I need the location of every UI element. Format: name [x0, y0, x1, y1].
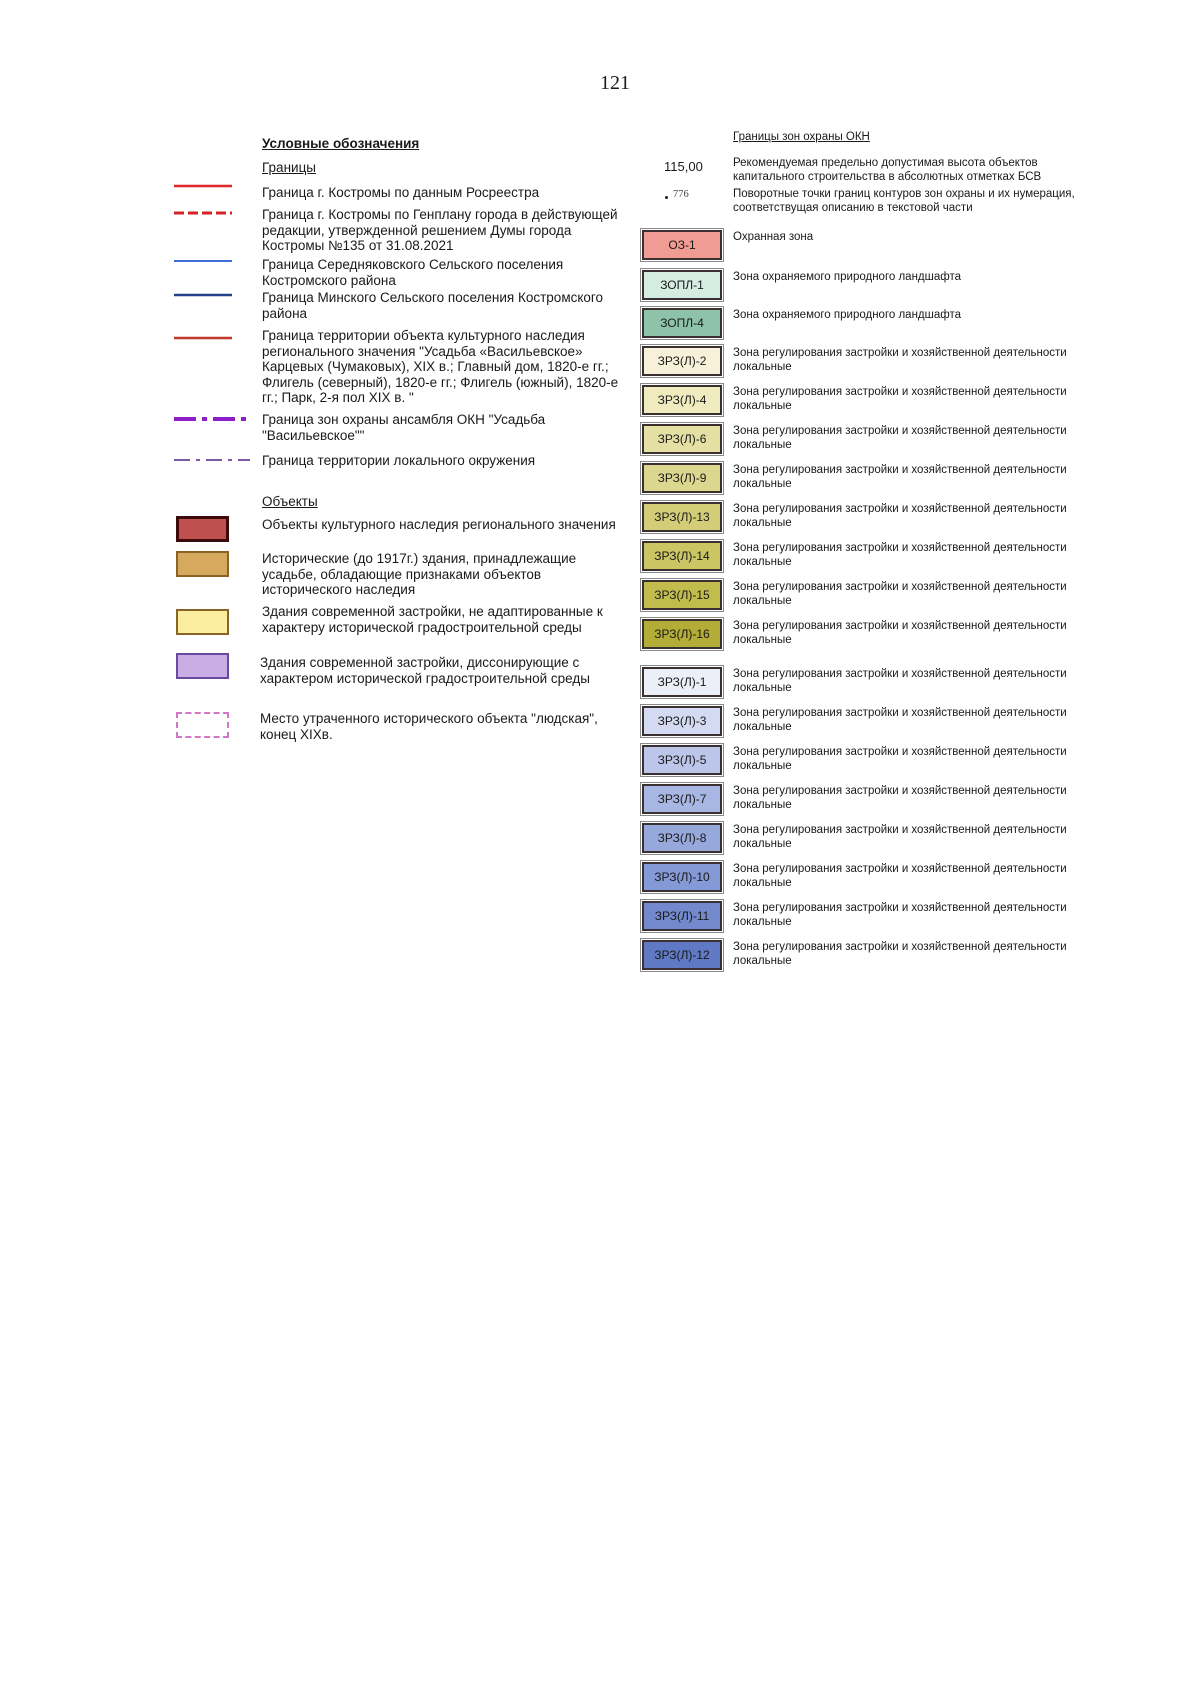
point-description: Поворотные точки границ контуров зон охраны и их нумерация, соответствущая описанию в текстовой части: [733, 188, 1075, 214]
zone-swatch: ЗРЗ(Л)-11: [642, 901, 722, 931]
border-line-sample-minskoe: [172, 292, 234, 298]
object-swatch-lost-object: [176, 712, 229, 738]
border-item-label: Граница г. Костромы по Генплану города в действующей редакции, утвержденной решением Думы города Костромы №135 от 31.08.2021: [262, 207, 618, 253]
point-label: 776: [673, 189, 689, 200]
borders-heading: Границы: [262, 160, 316, 175]
zone-swatch: ЗРЗ(Л)-16: [642, 619, 722, 649]
zone-description: Зона охраняемого природного ландшафта: [733, 271, 962, 283]
zone-swatch: ОЗ-1: [642, 230, 722, 260]
zone-description: Зона регулирования застройки и хозяйственной деятельности локальные: [733, 746, 1067, 772]
border-line-sample-rosreestr: [172, 183, 234, 189]
border-line-sample-local-surrounding: [172, 457, 252, 463]
object-item-label: Здания современной застройки, диссонирующие с характером исторической градостроительной среды: [260, 655, 590, 686]
zone-swatch: ЗРЗ(Л)-2: [642, 346, 722, 376]
zone-description: Охранная зона: [733, 231, 814, 243]
zone-description: Зона регулирования застройки и хозяйственной деятельности локальные: [733, 347, 1067, 373]
border-item-label: Граница Минского Сельского поселения Костромского района: [262, 290, 604, 321]
zone-swatch: ЗРЗ(Л)-7: [642, 784, 722, 814]
zone-description: Зона регулирования застройки и хозяйственной деятельности локальные: [733, 824, 1067, 850]
border-line-sample-serednyakovo: [172, 258, 234, 264]
zone-swatch: ЗРЗ(Л)-9: [642, 463, 722, 493]
object-item-label: Здания современной застройки, не адаптированные к характеру исторической градостроительной среды: [262, 604, 603, 635]
zone-description: Зона регулирования застройки и хозяйственной деятельности локальные: [733, 425, 1067, 451]
zone-description: Зона регулирования застройки и хозяйственной деятельности локальные: [733, 386, 1067, 412]
zone-swatch: ЗРЗ(Л)-13: [642, 502, 722, 532]
height-value: 115,00: [664, 159, 703, 174]
border-line-sample-okn-territory: [172, 335, 234, 341]
zone-swatch: ЗОПЛ-4: [642, 308, 722, 338]
height-description: Рекомендуемая предельно допустимая высота объектов капитального строительства в абсолютных отметках БСВ: [733, 157, 1042, 183]
border-item-label: Граница зон охраны ансамбля ОКН "Усадьба "Васильевское"": [262, 412, 546, 443]
zone-swatch: ЗРЗ(Л)-6: [642, 424, 722, 454]
zones-heading: Границы зон охраны ОКН: [733, 131, 870, 143]
zone-swatch: ЗРЗ(Л)-14: [642, 541, 722, 571]
object-item-label: Исторические (до 1917г.) здания, принадлежащие усадьбе, обладающие признаками объектов исторического наследия: [262, 551, 577, 597]
zone-swatch: ЗРЗ(Л)-3: [642, 706, 722, 736]
zone-description: Зона регулирования застройки и хозяйственной деятельности локальные: [733, 503, 1067, 529]
border-line-sample-ensemble-zones: [172, 415, 252, 423]
zone-swatch: ЗРЗ(Л)-5: [642, 745, 722, 775]
zone-description: Зона регулирования застройки и хозяйственной деятельности локальные: [733, 785, 1067, 811]
turning-point-sample: [665, 189, 689, 200]
zone-description: Зона регулирования застройки и хозяйственной деятельности локальные: [733, 707, 1067, 733]
zone-swatch: ЗРЗ(Л)-10: [642, 862, 722, 892]
zone-description: Зона регулирования застройки и хозяйственной деятельности локальные: [733, 902, 1067, 928]
border-item-label: Граница Середняковского Сельского поселения Костромского района: [262, 257, 564, 288]
zone-description: Зона регулирования застройки и хозяйственной деятельности локальные: [733, 542, 1067, 568]
zone-swatch: ЗРЗ(Л)-1: [642, 667, 722, 697]
object-item-label: Место утраченного исторического объекта "людская", конец XIXв.: [260, 711, 598, 742]
zone-swatch: ЗРЗ(Л)-4: [642, 385, 722, 415]
zone-swatch: ЗРЗ(Л)-15: [642, 580, 722, 610]
page-number: 121: [600, 72, 630, 94]
zone-description: Зона регулирования застройки и хозяйственной деятельности локальные: [733, 620, 1067, 646]
zone-description: Зона регулирования застройки и хозяйственной деятельности локальные: [733, 668, 1067, 694]
object-swatch-historic: [176, 551, 229, 577]
object-swatch-modern-not-adapted: [176, 609, 229, 635]
zone-swatch: ЗОПЛ-1: [642, 270, 722, 300]
objects-heading: Объекты: [262, 494, 318, 509]
zone-description: Зона регулирования застройки и хозяйственной деятельности локальные: [733, 941, 1067, 967]
zone-description: Зона регулирования застройки и хозяйственной деятельности локальные: [733, 464, 1067, 490]
border-item-label: Граница территории локального окружения: [262, 453, 536, 468]
border-line-sample-genplan: [172, 210, 234, 216]
object-swatch-okn: [176, 516, 229, 542]
zone-swatch: ЗРЗ(Л)-12: [642, 940, 722, 970]
border-item-label: Граница территории объекта культурного наследия регионального значения "Усадьба «Васильевское» Карцевых (Чумаковых), XIX в.; Главный дом, 1820-е гг.; Флигель (северный), 1820-е гг.; Флигель (южный), 1820-е гг.; Парк, 2-я пол XIX в. ": [262, 328, 619, 405]
zone-description: Зона регулирования застройки и хозяйственной деятельности локальные: [733, 581, 1067, 607]
zone-description: Зона охраняемого природного ландшафта: [733, 309, 962, 321]
zone-description: Зона регулирования застройки и хозяйственной деятельности локальные: [733, 863, 1067, 889]
legend-title: Условные обозначения: [262, 136, 420, 151]
zone-swatch: ЗРЗ(Л)-8: [642, 823, 722, 853]
object-swatch-modern-dissonant: [176, 653, 229, 679]
point-dot-icon: [665, 196, 668, 199]
border-item-label: Граница г. Костромы по данным Росреестра: [262, 185, 540, 200]
object-item-label: Объекты культурного наследия регионального значения: [262, 517, 616, 532]
